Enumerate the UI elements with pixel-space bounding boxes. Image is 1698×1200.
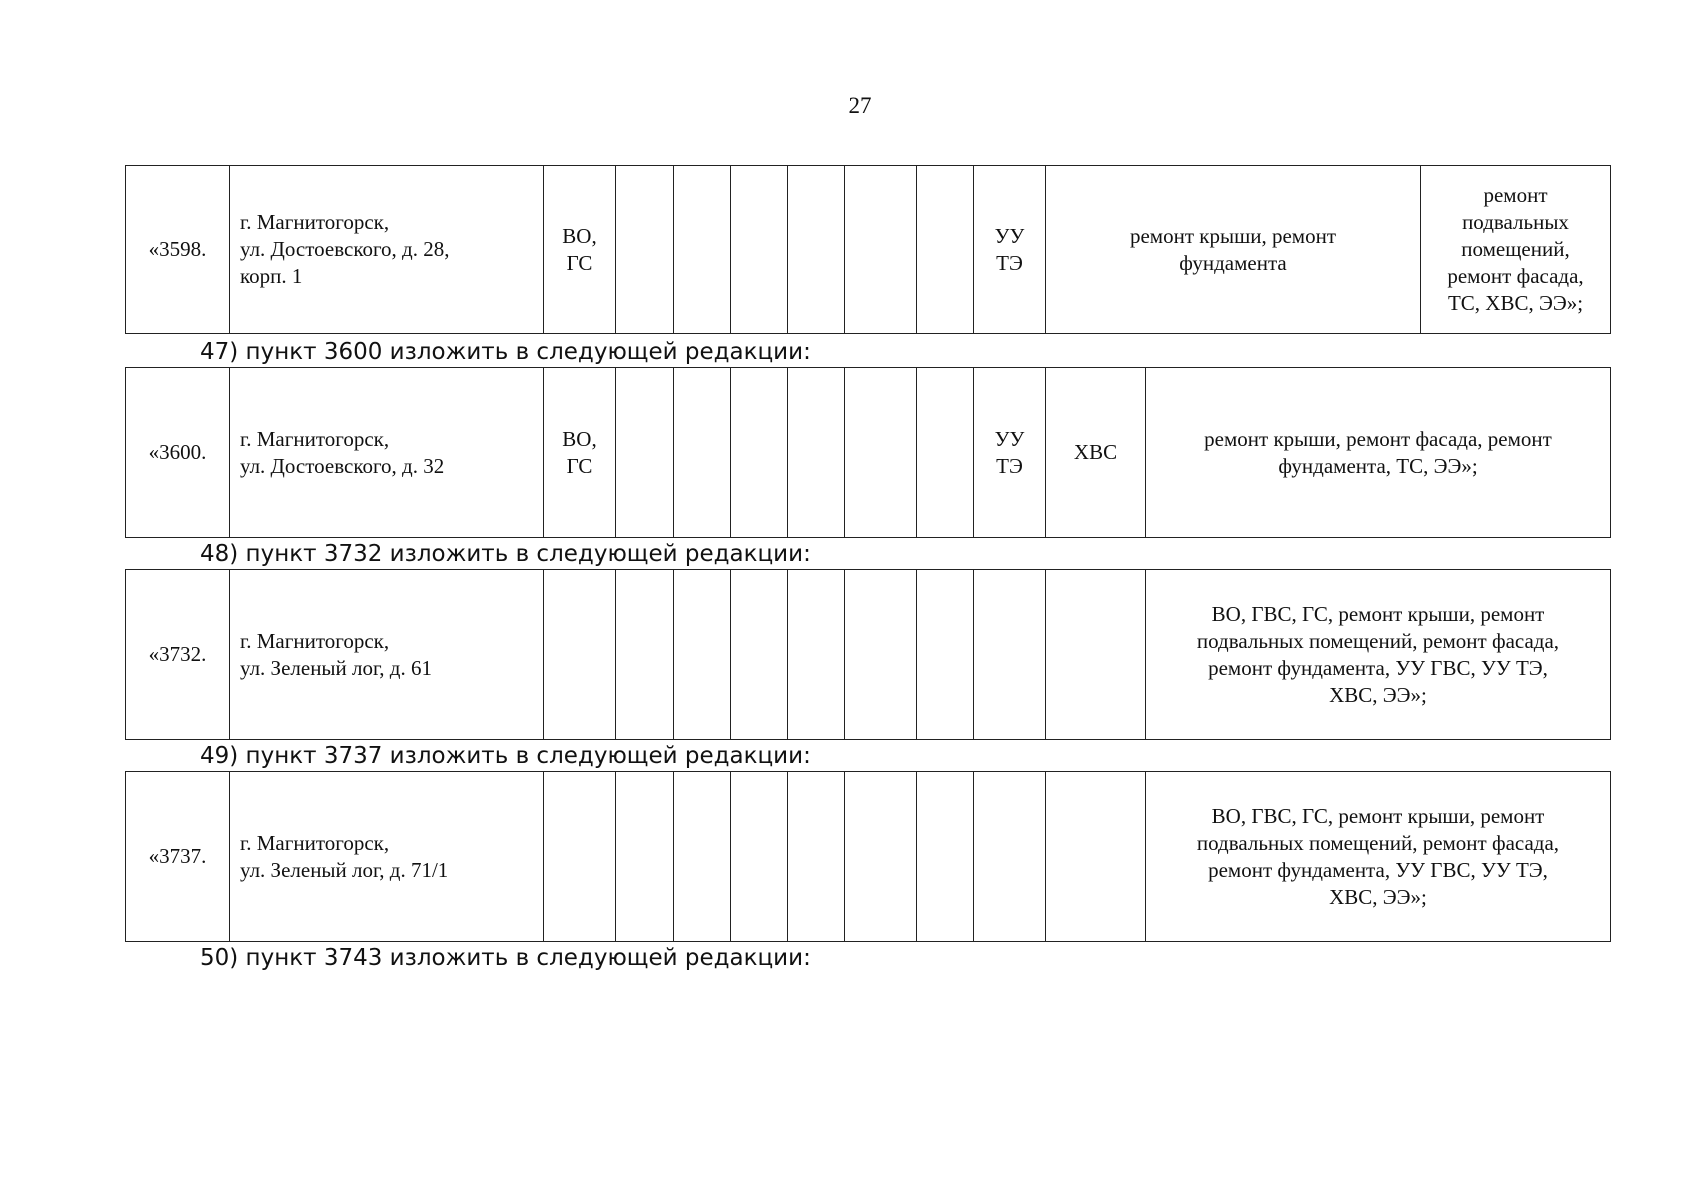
empty-cell [917,166,974,334]
empty-cell [731,166,788,334]
works-cell: УУ ТЭ [974,368,1046,538]
empty-cell [788,772,845,942]
remaining-works-cell: ремонт подвальных помещений, ремонт фасада, ТС, ХВС, ЭЭ»; [1421,166,1611,334]
empty-cell [731,772,788,942]
empty-cell [616,570,674,740]
works-cell: УУ ТЭ [974,166,1046,334]
remaining-works-cell: ремонт крыши, ремонт фасада, ремонт фундамента, ТС, ЭЭ»; [1146,368,1611,538]
empty-cell [674,166,731,334]
empty-cell [845,166,917,334]
table-row [126,772,1611,942]
entry-number: «3737. [126,772,230,942]
empty-cell [544,772,616,942]
works-cell: ХВС [1046,368,1146,538]
empty-cell [674,772,731,942]
empty-cell [674,570,731,740]
empty-cell [1046,570,1146,740]
entry-address: г. Магнитогорск, ул. Зеленый лог, д. 71/1 [230,772,544,942]
empty-cell [974,772,1046,942]
empty-cell [788,368,845,538]
empty-cell [845,368,917,538]
empty-cell [616,368,674,538]
table-row [126,570,1611,740]
entry-number: «3600. [126,368,230,538]
entry-table-3598 [125,165,1611,334]
entry-number: «3598. [126,166,230,334]
empty-cell [917,368,974,538]
entry-address: г. Магнитогорск, ул. Достоевского, д. 32 [230,368,544,538]
empty-cell [845,772,917,942]
page-number: 27 [848,93,872,118]
entry-table-3732 [125,569,1611,740]
amendment-instruction: 49) пункт 3737 изложить в следующей редакции: [200,743,811,769]
works-cell: ВО, ГС [544,166,616,334]
works-cell: ВО, ГС [544,368,616,538]
entry-address: г. Магнитогорск, ул. Зеленый лог, д. 61 [230,570,544,740]
table-row [126,368,1611,538]
empty-cell [974,570,1046,740]
empty-cell [731,368,788,538]
empty-cell [788,166,845,334]
empty-cell [616,772,674,942]
entry-table-3600 [125,367,1611,538]
empty-cell [731,570,788,740]
remaining-works-cell: ВО, ГВС, ГС, ремонт крыши, ремонт подвальных помещений, ремонт фасада, ремонт фундамента, УУ ГВС, УУ ТЭ, ХВС, ЭЭ»; [1146,570,1611,740]
empty-cell [1046,772,1146,942]
table-row [126,166,1611,334]
amendment-instruction: 47) пункт 3600 изложить в следующей редакции: [200,339,811,365]
remaining-works-cell: ВО, ГВС, ГС, ремонт крыши, ремонт подвальных помещений, ремонт фасада, ремонт фундамента, УУ ГВС, УУ ТЭ, ХВС, ЭЭ»; [1146,772,1611,942]
empty-cell [544,570,616,740]
empty-cell [917,772,974,942]
empty-cell [616,166,674,334]
entry-table-3737 [125,771,1611,942]
amendment-instruction: 48) пункт 3732 изложить в следующей редакции: [200,541,811,567]
empty-cell [674,368,731,538]
empty-cell [845,570,917,740]
amendment-instruction: 50) пункт 3743 изложить в следующей редакции: [200,945,811,971]
merged-works-cell: ремонт крыши, ремонт фундамента [1046,166,1421,334]
empty-cell [917,570,974,740]
entry-number: «3732. [126,570,230,740]
entry-address: г. Магнитогорск, ул. Достоевского, д. 28, корп. 1 [230,166,544,334]
empty-cell [788,570,845,740]
